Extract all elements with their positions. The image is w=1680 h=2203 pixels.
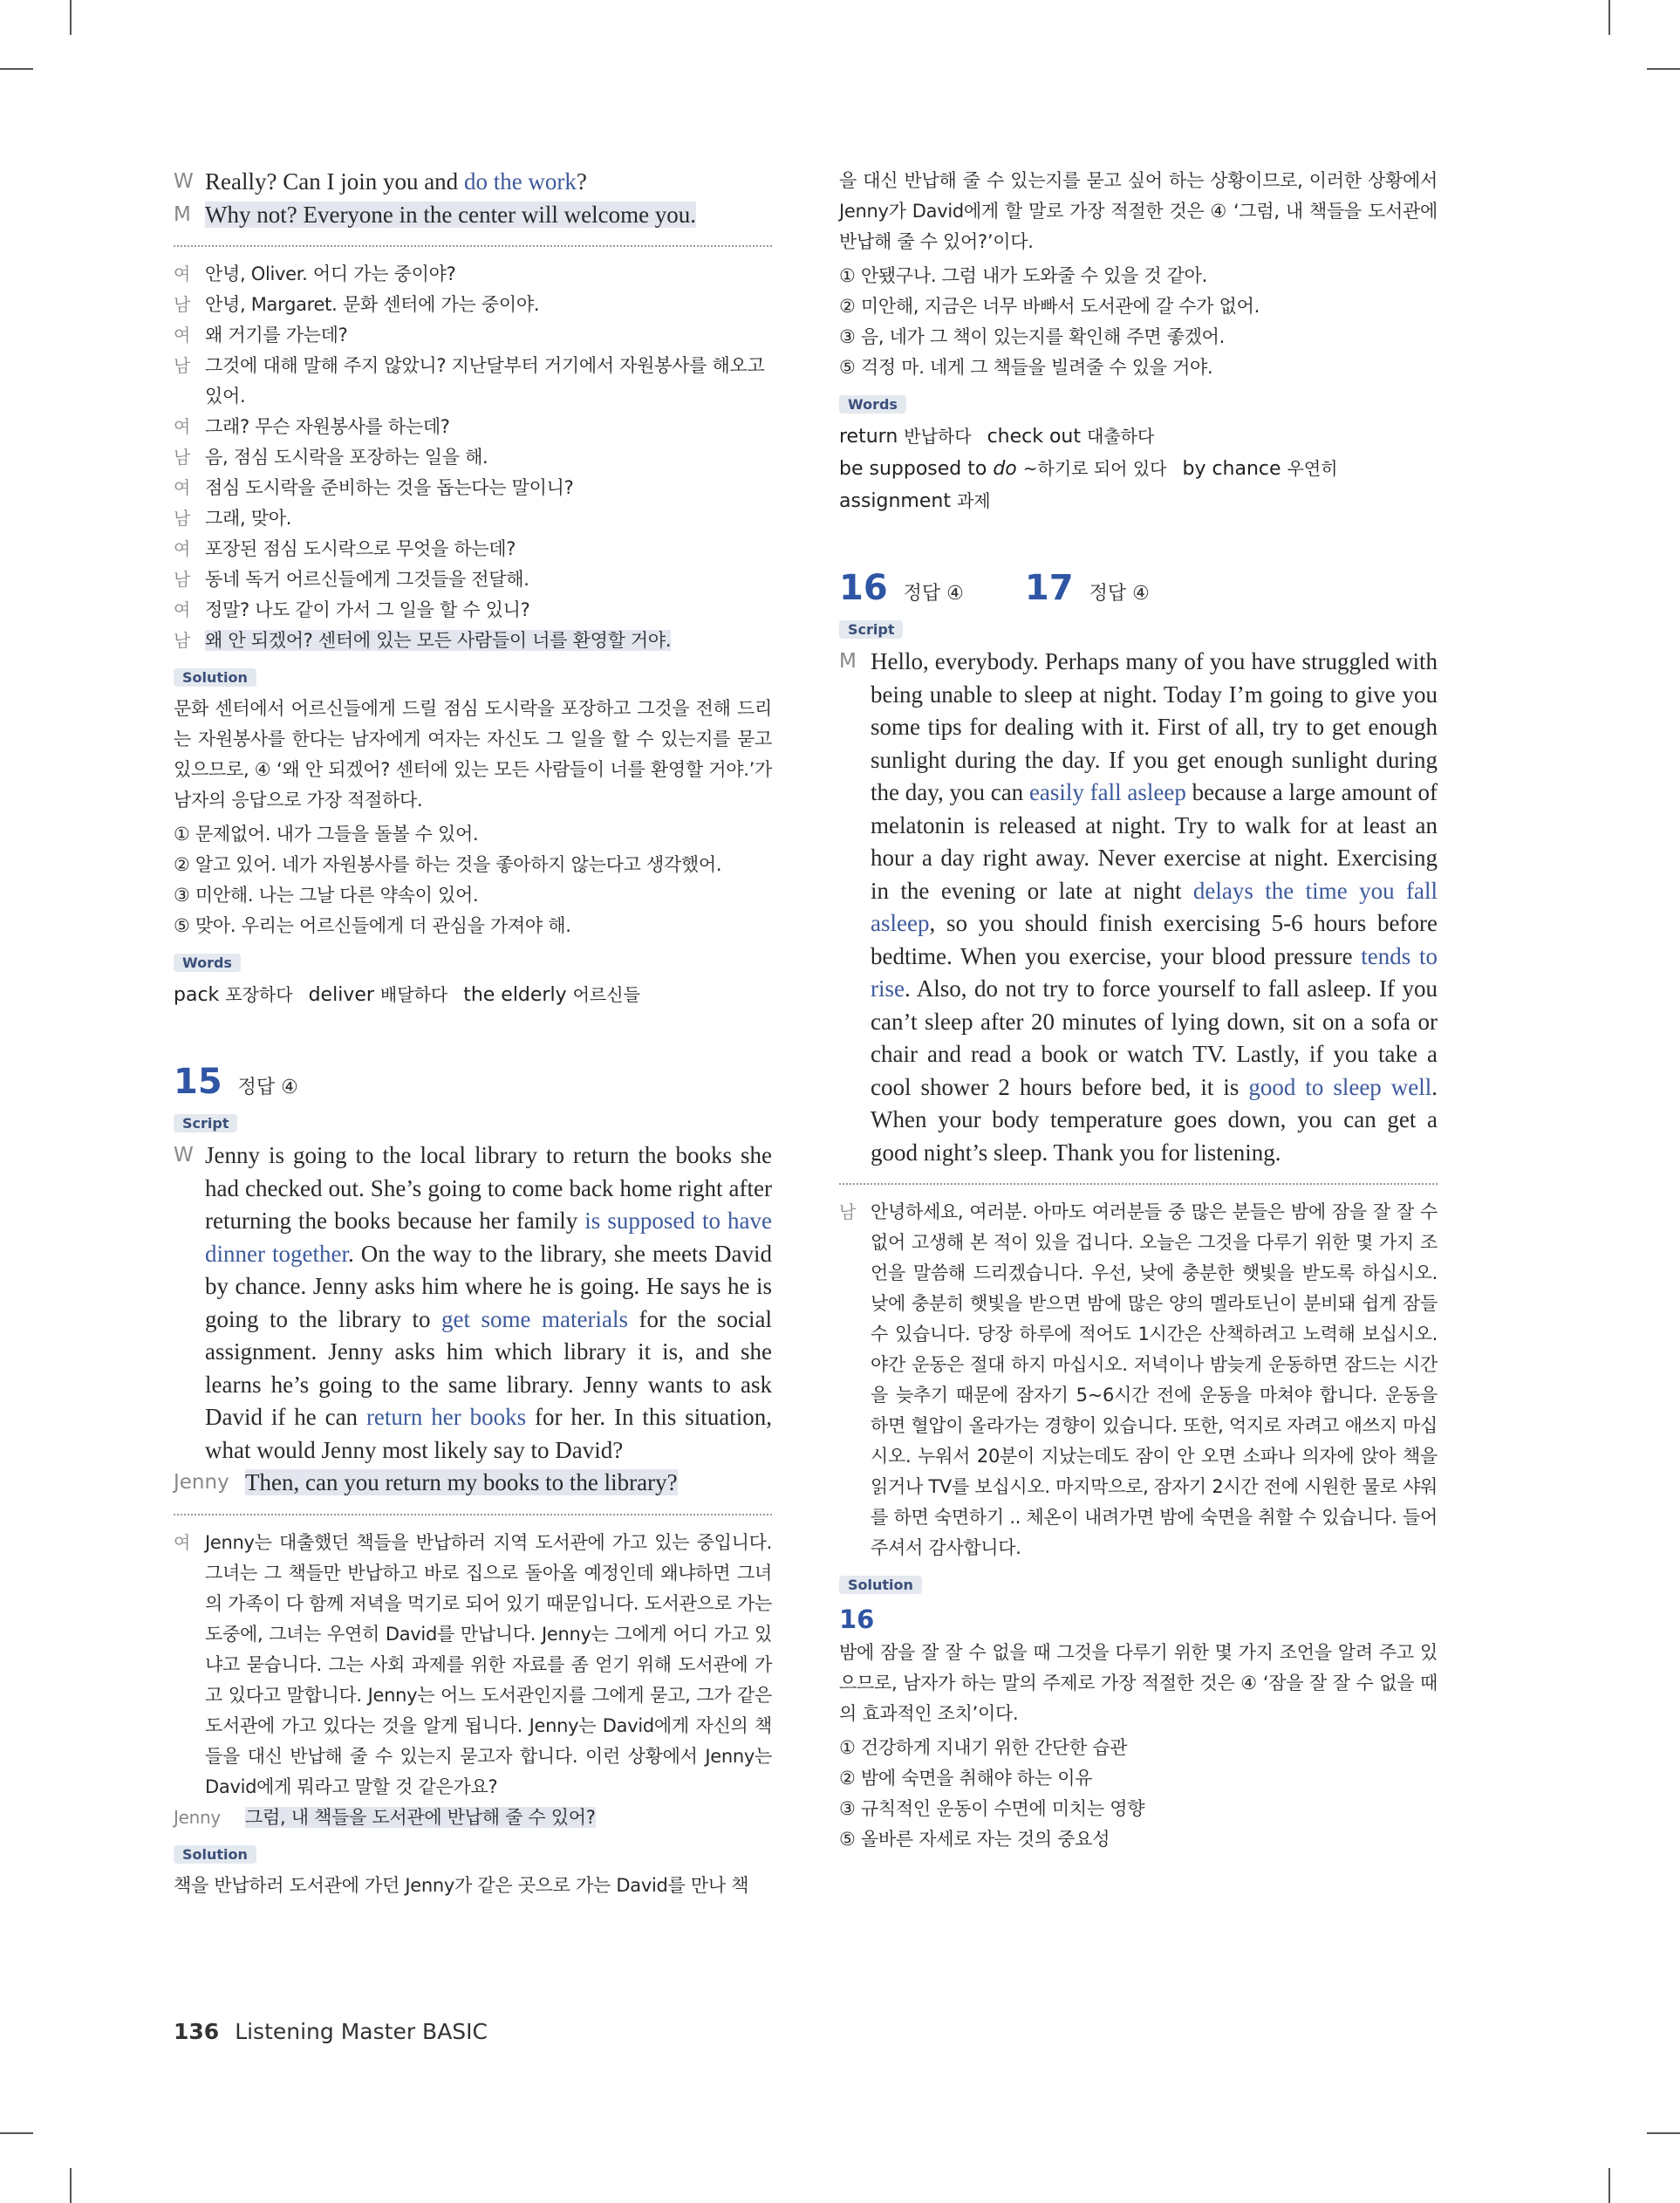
text-span: do the work — [463, 168, 577, 195]
text-span: return her books — [365, 1404, 527, 1430]
translation-sentence: 왜 거기를 가는데? — [205, 325, 348, 346]
translation-text — [205, 290, 772, 320]
speaker-label: 여 — [174, 599, 191, 620]
word-entry — [1182, 458, 1337, 480]
word-entry — [463, 984, 640, 1006]
dotted-divider — [174, 1514, 772, 1515]
option-item: ③ 미안해. 나는 그날 다른 약속이 있어. — [174, 885, 479, 906]
script-15-text — [205, 1139, 772, 1467]
option-item: ② 밤에 숙면을 취해야 하는 이유 — [839, 1768, 1093, 1789]
text-span: for her. In this situation, what would Jenny most likely say to David? — [205, 1404, 772, 1463]
speaker-label: 남 — [174, 508, 191, 529]
speaker-label: 남 — [174, 355, 191, 376]
crop-mark — [70, 2168, 72, 2203]
translation-16-text: 안녕하세요, 여러분. 아마도 여러분들 중 많은 분들은 밤에 잠을 잘 잘 수 없어 고생해 본 적이 있을 겁니다. 오늘은 그것을 다루기 위한 몇 가지 조언을 말씀해 드리겠습니다. 우선, 낮에 충분한 햇빛을 받도록 하십시오. 낮에 충분히 햇빛을 받으면 밤에 많은 양의 멜라토닌이 분비돼 쉽게 잠들 수 있습니다. 당장 하루에 적어도 1시간은 산책하려고 노력해 보십시오. 야간 운동은 절대 하지 마십시오. 저녁이나 밤늦게 운동하면 잠드는 시간을 늦추기 때문에 잠자기 5~6시간 전에 운동을 마쳐야 합니다. 운동을 하면 혈압이 올라가는 경향이 있습니다. 또한, 억지로 자려고 애쓰지 마십시오. 누워서 20분이 지났는데도 잠이 안 오면 소파나 의자에 앉아 책을 읽거나 TV를 보십시오. 마지막으로, 잠자기 2시간 전에 시원한 물로 샤워를 하면 숙면하기 .. 체온이 내려가면 밤에 숙면을 취할 수 있습니다. 들어 주셔서 감사합니다. — [871, 1201, 1438, 1558]
dialogue-14-end — [174, 166, 772, 231]
solution-15-text: 책을 반납하러 도서관에 가던 Jenny가 같은 곳으로 가는 David를 만나 책 — [174, 1874, 749, 1896]
text-span: Really? Can I join you and — [205, 168, 464, 195]
crop-mark — [70, 0, 72, 35]
speaker-label: 여 — [174, 1531, 191, 1553]
words-row — [839, 485, 1438, 517]
speaker-label: Jenny — [174, 1806, 221, 1828]
word-kr: 배달하다 — [379, 984, 448, 1005]
translation-text — [205, 564, 772, 595]
words-row — [839, 453, 1438, 485]
speaker-label: M — [839, 650, 857, 673]
speaker-label: 남 — [174, 630, 191, 651]
word-entry — [839, 458, 1166, 480]
solution-label: Solution — [839, 1576, 922, 1594]
translation-line — [174, 473, 772, 503]
word-en: the elderly — [463, 984, 567, 1006]
text-span: . On the way to the library, she meets David by chance. Jenny asks him where he is going. He says he is going to the library to — [205, 1240, 773, 1332]
right-column — [839, 166, 1438, 1855]
translation-line — [174, 320, 772, 351]
speaker-label: 여 — [174, 263, 191, 284]
speaker-label: 여 — [174, 416, 191, 437]
solution-15-continued: 을 대신 반납해 줄 수 있는지를 묻고 싶어 하는 상황이므로, 이러한 상황에서 Jenny가 David에게 할 말로 가장 적절한 것은 ④ ‘그럼, 내 책들을 도서관에 반납해 줄 수 있어?’이다. — [839, 170, 1438, 252]
dotted-divider — [839, 1183, 1438, 1185]
text-span: . When your body temperature goes down, you can get a good night’s sleep. Thank you for listening. — [871, 1073, 1438, 1166]
crop-mark — [0, 68, 33, 70]
word-kr: ~하기로 되어 있다 — [1022, 458, 1167, 479]
translation-text — [205, 320, 772, 351]
left-column — [174, 166, 772, 1901]
speaker-label: 여 — [174, 538, 191, 559]
options-14 — [174, 819, 772, 941]
translation-sentence: 포장된 점심 도시락으로 무엇을 하는데? — [205, 538, 516, 559]
translation-text — [205, 473, 772, 503]
question-16-17-header — [839, 568, 1438, 608]
crop-mark — [1608, 2168, 1610, 2203]
translation-line — [174, 259, 772, 290]
translation-text — [205, 534, 772, 564]
crop-mark — [1608, 0, 1610, 35]
word-en: return — [839, 426, 898, 448]
translation-line — [174, 503, 772, 534]
text-span: is supposed to have dinner together — [205, 1208, 772, 1267]
translation-text — [205, 351, 772, 412]
question-number: 16 — [839, 568, 888, 608]
speaker-label: 여 — [174, 325, 191, 346]
text-span: Why not? Everyone in the center will welcome you. — [205, 201, 697, 228]
text-span: . Also, do not try to force yourself to fall asleep. If you can’t sleep after 20 minutes of lying down, sit on a sofa or chair and read a book or watch TV. Lastly, if you take a cool shower 2 hours before bed, it is — [871, 975, 1438, 1100]
dialogue-text — [205, 166, 772, 199]
translation-text — [205, 595, 772, 626]
words-label: Words — [174, 954, 241, 972]
translation-16 — [839, 1197, 1438, 1563]
word-entry — [309, 984, 448, 1006]
translation-text — [205, 412, 772, 442]
translation-sentence: 그것에 대해 말해 주지 않았니? 지난달부터 거기에서 자원봉사를 해오고 있어. — [205, 355, 765, 407]
translation-sentence: 음, 점심 도시락을 포장하는 일을 해. — [205, 447, 488, 468]
dialogue-line — [174, 166, 772, 199]
dialogue-text — [205, 199, 772, 232]
word-kr: 어르신들 — [572, 984, 640, 1005]
word-kr: 반납하다 — [904, 426, 972, 447]
word-kr: 우연히 — [1287, 458, 1338, 479]
script-15-answer — [174, 1467, 772, 1500]
word-en: be supposed to — [839, 458, 994, 480]
text-span: tends to rise — [871, 942, 1438, 1002]
option-item: ⑤ 걱정 마. 네게 그 책들을 빌려줄 수 있을 거야. — [839, 357, 1213, 378]
script-16 — [839, 646, 1438, 1169]
speaker-label: 남 — [174, 294, 191, 315]
word-entry — [839, 426, 972, 448]
question-number: 15 — [174, 1062, 222, 1102]
word-em: do — [993, 458, 1017, 480]
solution-label: Solution — [174, 1845, 256, 1864]
word-entry — [839, 490, 991, 512]
options-16 — [839, 1733, 1438, 1855]
translation-sentence: 그래? 무슨 자원봉사를 하는데? — [205, 416, 450, 437]
translation-15-answer — [174, 1803, 772, 1833]
answer-line: 그럼, 내 책들을 도서관에 반납해 줄 수 있어? — [245, 1806, 596, 1828]
words-14 — [174, 979, 772, 1011]
page-footer — [174, 2019, 488, 2044]
word-en: assignment — [839, 490, 951, 512]
translation-14 — [174, 259, 772, 656]
translation-text — [205, 626, 772, 656]
option-item: ① 문제없어. 내가 그들을 돌볼 수 있어. — [174, 824, 479, 845]
translation-sentence: 정말? 나도 같이 가서 그 일을 할 수 있니? — [205, 599, 530, 620]
speaker-label: 여 — [174, 477, 191, 498]
translation-15 — [174, 1528, 772, 1803]
speaker-label: Jenny — [174, 1471, 229, 1494]
book-title: Listening Master BASIC — [235, 2019, 488, 2044]
dialogue-line — [174, 199, 772, 232]
word-en: by chance — [1182, 458, 1281, 480]
answer-label: 정답 ④ — [1089, 583, 1150, 605]
text-span: Jenny is going to the local library to return the books she had checked out. She’s going to come back home right after returning the books because her family — [205, 1142, 772, 1234]
translation-sentence: 점심 도시락을 준비하는 것을 돕는다는 말이니? — [205, 477, 574, 498]
script-15 — [174, 1139, 772, 1467]
text-span: ? — [576, 168, 587, 195]
solution-number: 16 — [839, 1604, 875, 1634]
solution-16-text: 밤에 잠을 잘 잘 수 없을 때 그것을 다루기 위한 몇 가지 조언을 알려 주고 있으므로, 남자가 하는 말의 주제로 가장 적절한 것은 ④ ‘잠을 잘 잘 수 없을 때의 효과적인 조치’이다. — [839, 1642, 1438, 1724]
crop-mark — [1647, 2132, 1680, 2134]
text-span: for the social assignment. Jenny asks him which library it is, and she learns he’s going to the same library. Jenny wants to ask David if he can — [205, 1305, 772, 1430]
translation-sentence: 그래, 맞아. — [205, 508, 292, 529]
speaker-label: 남 — [174, 569, 191, 590]
translation-line — [174, 626, 772, 656]
translation-line — [174, 290, 772, 320]
speaker-label: W — [174, 170, 194, 193]
word-en: pack — [174, 984, 220, 1006]
translation-text — [205, 259, 772, 290]
option-item: ③ 음, 네가 그 책이 있는지를 확인해 주면 좋겠어. — [839, 326, 1226, 347]
option-item: ③ 규칙적인 운동이 수면에 미치는 영향 — [839, 1798, 1145, 1819]
words-15 — [839, 421, 1438, 517]
crop-mark — [0, 2132, 33, 2134]
option-item: ② 알고 있어. 네가 자원봉사를 하는 것을 좋아하지 않는다고 생각했어. — [174, 854, 722, 875]
translation-text — [205, 442, 772, 473]
question-15-header — [174, 1062, 772, 1102]
translation-text — [205, 503, 772, 534]
question-number: 17 — [1024, 568, 1074, 608]
text-span: delays the time you fall asleep — [871, 877, 1438, 936]
answer-label: 정답 ④ — [237, 1077, 298, 1098]
word-kr: 포장하다 — [225, 984, 293, 1005]
words-row — [839, 421, 1438, 453]
word-kr: 대출하다 — [1087, 426, 1155, 447]
word-kr: 과제 — [956, 490, 991, 511]
text-span: easily fall asleep — [1028, 779, 1186, 805]
translation-sentence: 안녕, Margaret. 문화 센터에 가는 중이야. — [205, 294, 540, 315]
speaker-label: M — [174, 202, 191, 226]
translation-15-text: Jenny는 대출했던 책들을 반납하러 지역 도서관에 가고 있는 중입니다. 그녀는 그 책들만 반납하고 바로 집으로 돌아올 예정인데 왜냐하면 그녀의 가족이 다 함께 저녁을 먹기로 되어 있기 때문입니다. 도서관으로 가는 도중에, 그녀는 우연히 David를 만납니다. Jenny는 그에게 어디 가고 있냐고 묻습니다. 그는 사회 과제를 위한 자료를 좀 얻기 위해 도서관에 가고 있다고 말합니다. Jenny는 어느 도서관인지를 그에게 묻고, 그가 같은 도서관에 가고 있다는 것을 알게 됩니다. Jenny는 David에게 자신의 책들을 대신 반납해 줄 수 있는지 묻고자 합니다. 이런 상황에서 Jenny는 David에게 뭐라고 말할 것 같은가요? — [205, 1531, 772, 1797]
dotted-divider — [174, 245, 772, 247]
word-en: check out — [987, 426, 1081, 448]
answer-line: Then, can you return my books to the library? — [245, 1469, 678, 1495]
words-row — [174, 979, 772, 1011]
speaker-label: W — [174, 1144, 194, 1166]
crop-mark — [1647, 68, 1680, 70]
word-entry — [987, 426, 1155, 448]
text-span: , so you should finish exercising 5-6 hours before bedtime. When you exercise, your blood pressure — [871, 910, 1438, 969]
solution-14-text: 문화 센터에서 어르신들에게 드릴 점심 도시락을 포장하고 그것을 전해 드리는 자원봉사를 한다는 남자에게 여자는 자신도 그 일을 할 수 있는지를 묻고 있으므로, ④ ‘왜 안 되겠어? 센터에 있는 모든 사람들이 너를 환영할 거야.’가 남자의 응답으로 가장 적절하다. — [174, 698, 772, 811]
option-item: ① 건강하게 지내기 위한 간단한 습관 — [839, 1737, 1128, 1758]
text-span: Hello, everybody. Perhaps many of you have struggled with being unable to sleep at night. Today I’m going to give you some tips for dealing with it. First of all, try to get enough sunlight during the day. If you get enough sunlight during the day, you can — [871, 648, 1438, 805]
script-label: Script — [839, 620, 903, 639]
words-label: Words — [839, 395, 906, 414]
script-label: Script — [174, 1114, 237, 1132]
translation-sentence: 안녕, Oliver. 어디 가는 중이야? — [205, 263, 456, 284]
text-span: because a large amount of melatonin is released at night. Try to walk for at least an hour a day right away. Never exercise at night. Exercising in the evening or late at night — [871, 779, 1438, 904]
translation-sentence: 동네 독거 어르신들에게 그것들을 전달해. — [205, 569, 529, 590]
page-number: 136 — [174, 2019, 220, 2044]
text-span: good to sleep well — [1248, 1073, 1432, 1100]
text-span: get some materials — [441, 1305, 628, 1332]
translation-line — [174, 564, 772, 595]
option-item: ① 안됐구나. 그럼 내가 도와줄 수 있을 것 같아. — [839, 265, 1208, 286]
translation-sentence: 왜 안 되겠어? 센터에 있는 모든 사람들이 너를 환영할 거야. — [205, 630, 672, 651]
script-16-text — [871, 646, 1438, 1169]
answer-label: 정답 ④ — [903, 583, 964, 605]
option-item: ⑤ 올바른 자세로 자는 것의 중요성 — [839, 1829, 1110, 1850]
translation-line — [174, 412, 772, 442]
speaker-label: 남 — [839, 1201, 857, 1222]
translation-line — [174, 442, 772, 473]
translation-line — [174, 595, 772, 626]
options-15 — [839, 261, 1438, 383]
option-item: ② 미안해, 지금은 너무 바빠서 도서관에 갈 수가 없어. — [839, 296, 1260, 317]
word-en: deliver — [308, 984, 374, 1006]
translation-line — [174, 534, 772, 564]
word-entry — [174, 984, 293, 1006]
speaker-label: 남 — [174, 447, 191, 468]
translation-line — [174, 351, 772, 412]
solution-label: Solution — [174, 668, 256, 687]
option-item: ⑤ 맞아. 우리는 어르신들에게 더 관심을 가져야 해. — [174, 915, 571, 936]
